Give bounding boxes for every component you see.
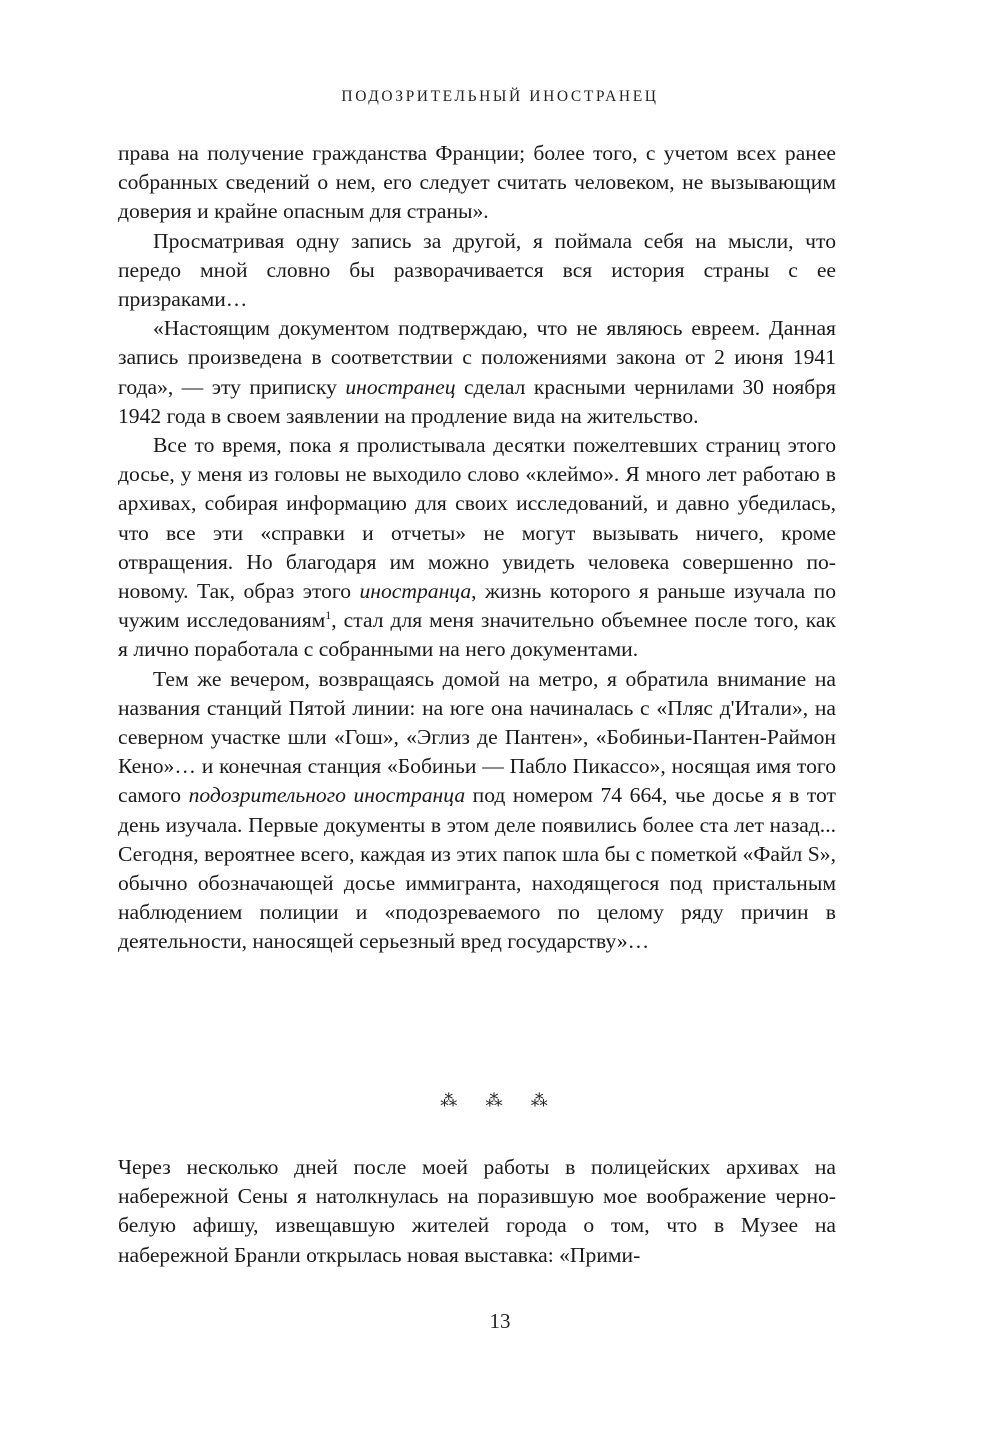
paragraph-5-italic: подозрительного иностранца bbox=[188, 783, 466, 808]
footnote-marker: 1 bbox=[325, 608, 332, 623]
paragraph-3 bbox=[118, 314, 836, 431]
paragraph-4-text-a: Все то время, пока я пролистывала десятки пожелтевших страниц этого досье, у меня из головы не выходило слово «клеймо». Я много лет работаю в архивах, собирая информацию для своих исследований, и давно убедилась, что все эти «справки и отчеты» не могут вызывать ничего, кроме отвращения. Но благодаря им можно увидеть человека совершенно по-новому. Так, образ этого bbox=[118, 433, 836, 604]
paragraph-6: Через несколько дней после моей работы в полицейских архивах на набережной Сены я натолкнулась на поразившую мое воображение черно-белую афишу, извещавшую жителей города о том, что в Музее на набережной Бранли открылась новая выставка: «Прими- bbox=[118, 1155, 836, 1267]
paragraph-4 bbox=[118, 431, 836, 665]
paragraph-2: Просматривая одну запись за другой, я поймала себя на мысли, что передо мной словно бы разворачивается вся история страны с ее призраками… bbox=[118, 228, 836, 312]
paragraph-3-text-b: сделал красными чернилами 30 ноября 1942 года в своем заявлении на продление вида на жительство. bbox=[118, 374, 836, 428]
paragraph-5-text-a: Тем же вечером, возвращаясь домой на метро, я обратила внимание на названия станций Пятой линии: на юге она начиналась с «Пляс д'Итали», на северном участке шли «Гош», «Эглиз де Пантен», «Бобиньи-Пантен-Раймон Кено»… и конечная станция «Бобиньи — Пабло Пикассо», носящая имя того самого bbox=[118, 666, 836, 808]
paragraph-5-text-b: под номером 74 664, чье досье я в тот день изучала. Первые документы в этом деле появились более ста лет назад... Сегодня, вероятнее всего, каждая из этих папок шла бы с пометкой «Файл S», обычно обозначающей досье иммигранта, находящегося под пристальным наблюдением полиции и «подозреваемого по целому ряду причин в деятельности, наносящей серьезный вред государству»… bbox=[118, 783, 836, 954]
paragraph-4-text-c: , стал для меня значительно объемнее после того, как я лично поработала с собранными на него документами. bbox=[118, 608, 837, 662]
main-text bbox=[118, 139, 836, 957]
paragraph-5 bbox=[118, 665, 836, 957]
paragraph-4-text-b: , жизнь которого я раньше изучала по чужим исследованиям bbox=[118, 579, 836, 633]
page-number: 13 bbox=[489, 1309, 511, 1333]
paragraph-3-text-a: «Настоящим документом подтверждаю, что не являюсь евреем. Данная запись произведена в соответствии с положениями закона от 2 июня 1941 года», — эту приписку bbox=[118, 316, 836, 399]
paragraph-3-italic: иностранец bbox=[345, 374, 456, 399]
running-head: ПОДОЗРИТЕЛЬНЫЙ ИНОСТРАНЕЦ bbox=[341, 88, 659, 105]
section-separator: ⁂ ⁂ ⁂ bbox=[440, 1091, 560, 1110]
next-section-text bbox=[118, 1153, 836, 1270]
paragraph-4-italic: иностранца bbox=[359, 579, 472, 604]
paragraph-1: права на получение гражданства Франции; более того, с учетом всех ранее собранных сведений о нем, его следует считать человеком, не вызывающим доверия и крайне опасным для страны». bbox=[118, 141, 836, 224]
